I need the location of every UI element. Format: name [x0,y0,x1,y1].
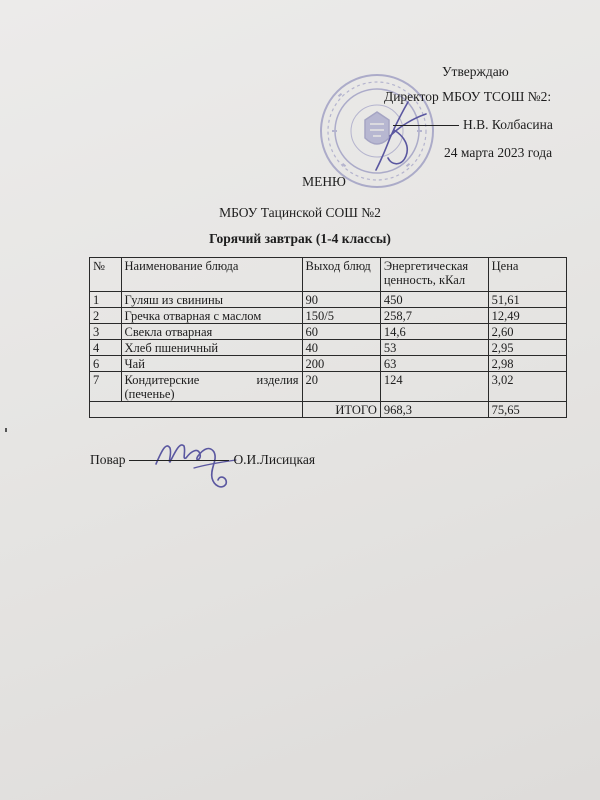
dish-output: 200 [302,356,380,372]
cook-signature-line [90,452,315,468]
row-number: 6 [90,356,122,372]
table-header-row [90,258,567,292]
row-number: 3 [90,324,122,340]
total-energy: 968,3 [380,402,488,418]
row-number: 7 [90,372,122,402]
school-name: МБОУ Тацинской СОШ №2 [219,205,381,220]
header-price: Цена [488,258,566,292]
dish-output: 90 [302,292,380,308]
dish-price: 2,95 [488,340,566,356]
dish-output: 150/5 [302,308,380,324]
cook-underline [129,460,229,461]
dish-price: 51,61 [488,292,566,308]
dish-price: 12,49 [488,308,566,324]
table-row [90,324,567,340]
signature-underline [393,125,459,126]
director-signature [370,96,440,174]
row-number: 4 [90,340,122,356]
header-dish-name: Наименование блюда [121,258,302,292]
dish-name: Чай [121,356,302,372]
cook-label: Повар [90,452,126,467]
dish-price: 2,98 [488,356,566,372]
dish-name-line1: Кондитерские изделия [124,373,299,387]
dish-energy: 450 [380,292,488,308]
dish-energy: 53 [380,340,488,356]
dish-output: 60 [302,324,380,340]
table-row [90,356,567,372]
total-row [90,402,567,418]
approval-title: Утверждаю [442,64,509,79]
dish-output: 20 [302,372,380,402]
approval-signature-line [393,117,553,133]
menu-heading: МЕНЮ [302,174,346,189]
row-number: 2 [90,308,122,324]
dish-energy: 258,7 [380,308,488,324]
meal-title: Горячий завтрак (1-4 классы) [209,231,391,246]
dish-energy: 63 [380,356,488,372]
dish-energy: 124 [380,372,488,402]
table-row [90,292,567,308]
cook-name: О.И.Лисицкая [233,452,316,467]
dish-output: 40 [302,340,380,356]
total-price: 75,65 [488,402,566,418]
dish-price: 2,60 [488,324,566,340]
header-output: Выход блюд [302,258,380,292]
dish-name: Свекла отварная [121,324,302,340]
dish-name: Гуляш из свинины [121,292,302,308]
approval-date: 24 марта 2023 года [444,145,553,160]
dish-name [121,372,302,402]
dish-name-line2: (печенье) [124,387,175,401]
table-row [90,372,567,402]
dish-price: 3,02 [488,372,566,402]
approval-position: Директор МБОУ ТСОШ №2: [384,89,552,104]
dish-name: Гречка отварная с маслом [121,308,302,324]
total-label: ИТОГО [302,402,380,418]
header-energy: Энергетическая ценность, кКал [380,258,488,292]
header-number: № [90,258,122,292]
margin-mark [5,428,7,432]
director-name: Н.В. Колбасина [463,117,553,132]
row-number: 1 [90,292,122,308]
dish-name: Хлеб пшеничный [121,340,302,356]
menu-table [89,257,567,418]
dish-energy: 14,6 [380,324,488,340]
total-empty-cell [90,402,303,418]
table-row [90,308,567,324]
table-row [90,340,567,356]
